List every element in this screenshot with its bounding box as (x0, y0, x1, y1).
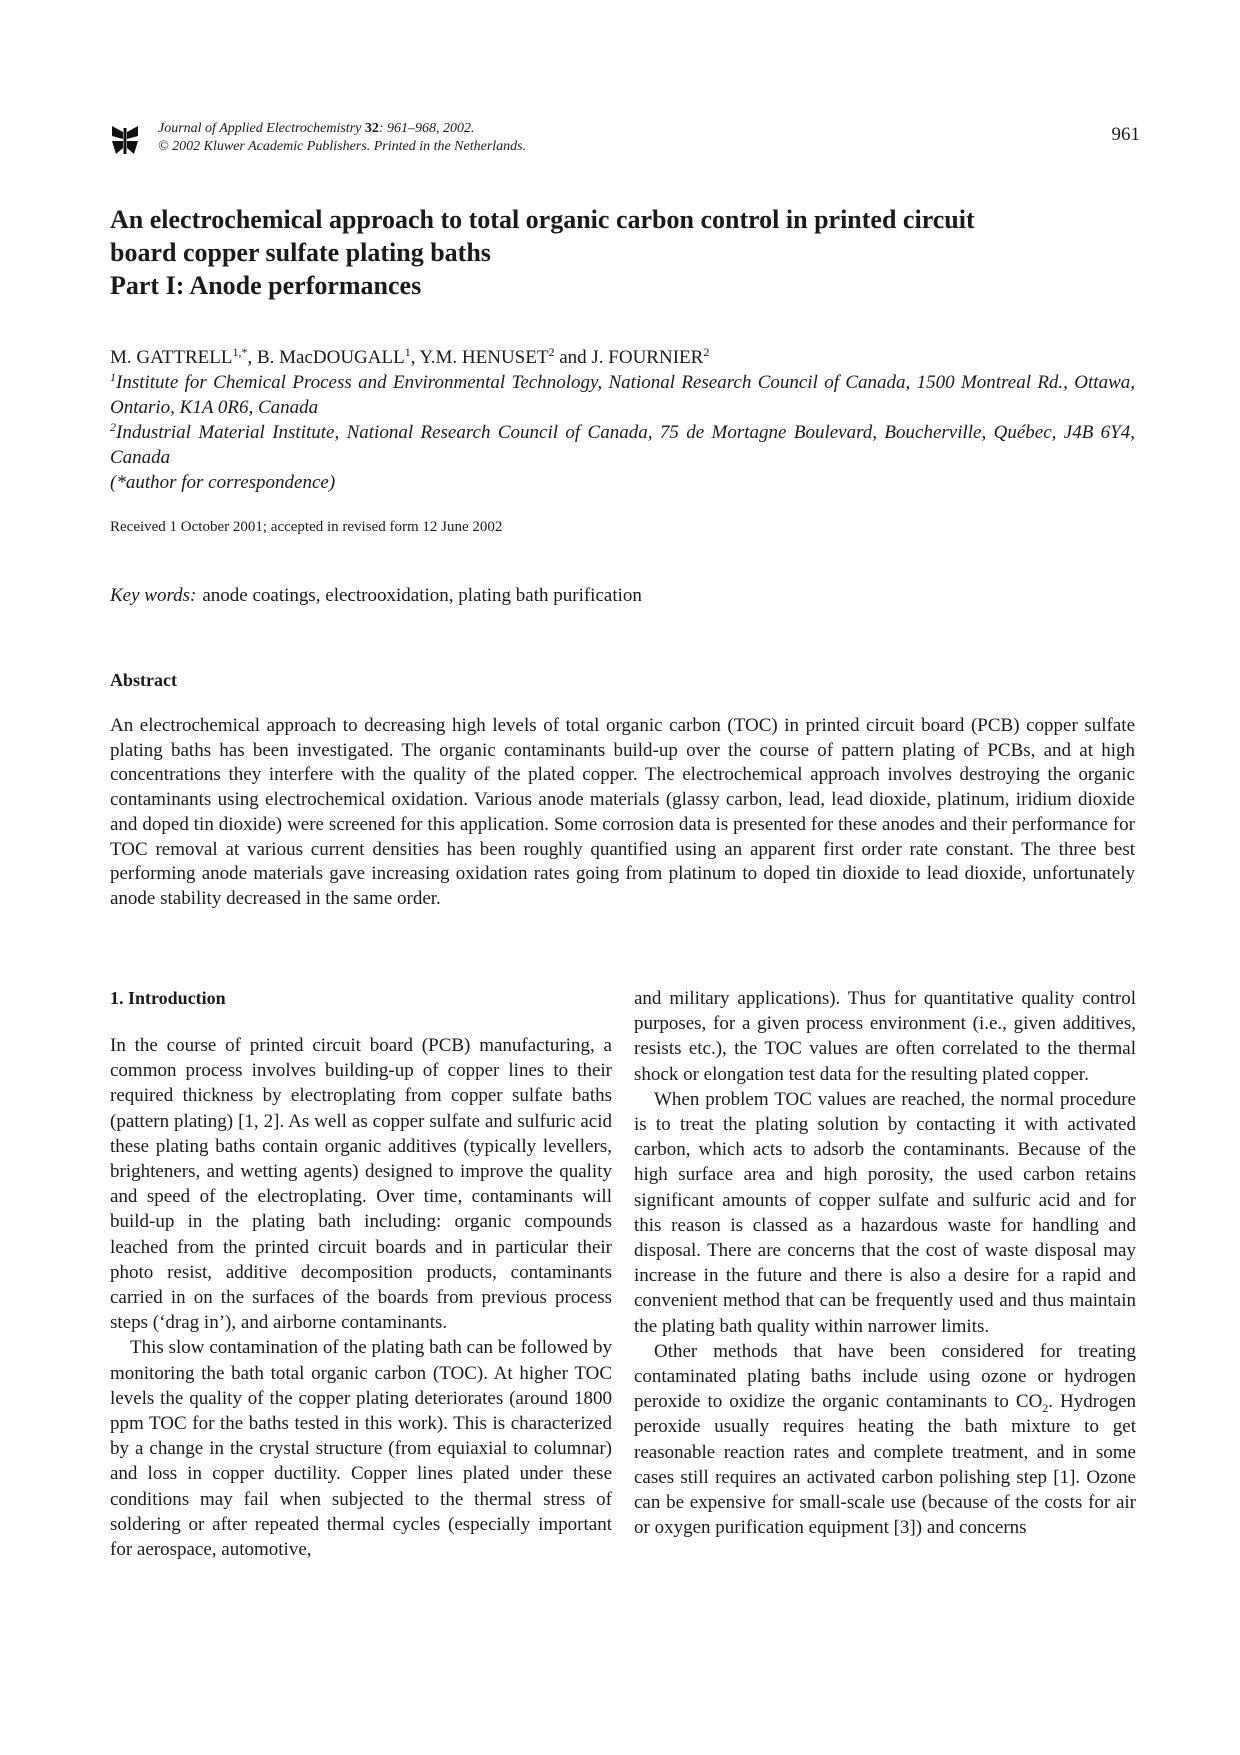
abstract-text: An electrochemical approach to decreasing high levels of total organic carbon (TOC) in printed circuit board (PCB) copper sulfate plating baths has been investigated. The organic contaminants build-up over the course of pattern plating of PCBs, and at high concentrations they interfere with the quality of the plated copper. The electrochemical approach involves destroying the organic contaminants using electrochemical oxidation. Various anode materials (glassy carbon, lead, lead dioxide, platinum, iridium dioxide and doped tin dioxide) were screened for this application. Some corrosion data is presented for these anodes and their performance for TOC removal at various current densities has been roughly quantified using an apparent first order rate constant. The three best performing anode materials gave increasing oxidation rates going from platinum to doped tin dioxide to lead dioxide, unfortunately anode stability decreased in the same order. (110, 715, 1135, 909)
affiliation-2 (110, 420, 1135, 470)
keywords (110, 585, 642, 607)
right-column (634, 986, 1136, 1540)
author-name: and J. FOURNIER (554, 347, 704, 368)
author-name: M. GATTRELL (110, 347, 233, 368)
title-line-2: board copper sulfate plating baths (110, 238, 491, 267)
paragraph: When problem TOC values are reached, the normal procedure is to treat the plating solution by contacting it with activated carbon, which acts to adsorb the contaminants. Because of the high surface area and high porosity, the used carbon retains significant amounts of copper sulfate and sulfuric acid and for this reason is classed as a hazardous waste for handling and disposal. There are concerns that the cost of waste disposal may increase in the future and there is also a desire for a rapid and convenient method that can be frequently used and thus maintain the plating bath quality within narrower limits. (634, 1088, 1136, 1337)
author-name: , B. MacDOUGALL (247, 347, 405, 368)
subscript: 2 (1042, 1401, 1049, 1416)
publisher-logo-icon (110, 124, 140, 156)
title-line-3: Part I: Anode performances (110, 271, 422, 300)
paragraph-text: Other methods that have been considered for treating contaminated plating baths include using ozone or hydrogen peroxide to oxidize the organic contaminants to CO (634, 1340, 1136, 1413)
copyright-line: © 2002 Kluwer Academic Publishers. Printed in the Netherlands. (158, 139, 527, 154)
journal-pages: : 961–968, 2002. (378, 121, 475, 136)
paragraph: In the course of printed circuit board (PCB) manufacturing, a common process involves building-up of copper lines to their required thickness by electroplating from copper sulfate baths (pattern plating) [1, 2]. As well as copper sulfate and sulfuric acid these plating baths contain organic additives (typically levellers, brighteners, and wetting agents) designed to improve the quality and speed of the electroplating. Over time, contaminants will build-up in the plating bath including: organic compounds leached from the printed circuit boards and in particular their photo resist, additive decomposition products, contaminants carried in on the surfaces of the boards from previous process steps (‘drag in’), and airborne contaminants. (110, 1035, 612, 1334)
keywords-text: anode coatings, electrooxidation, plating bath purification (202, 585, 642, 606)
journal-name: Journal of Applied Electrochemistry (158, 121, 362, 136)
author-affil-mark: 2 (703, 345, 710, 359)
title-line-1: An electrochemical approach to total organic carbon control in printed circuit (110, 205, 975, 234)
keywords-label: Key words: (110, 585, 197, 606)
left-column (110, 986, 612, 1562)
author-block (110, 345, 1135, 495)
author-list (110, 345, 1135, 370)
paragraph: and military applications). Thus for quantitative quality control purposes, for a given process environment (i.e., given additives, resists etc.), the TOC values are often correlated to the thermal shock or elongation test data for the resulting plated copper. (634, 988, 1136, 1085)
author-name: , Y.M. HENUSET (410, 347, 549, 368)
author-affil-mark: 2 (548, 345, 555, 359)
journal-header (110, 120, 1140, 160)
section-heading-introduction: 1. Introduction (110, 988, 226, 1008)
affiliation-text: Industrial Material Institute, National Research Council of Canada, 75 de Mortagne Boulevard, Boucherville, Québec, J4B 6Y4, Canada (110, 422, 1135, 468)
affiliation-text: Institute for Chemical Process and Environmental Technology, National Research Council of Canada, 1500 Montreal Rd., Ottawa, Ontario, K1A 0R6, Canada (110, 372, 1135, 418)
abstract-heading: Abstract (110, 670, 177, 690)
author-affil-mark: 1,* (232, 345, 248, 359)
paragraph: This slow contamination of the plating bath can be followed by monitoring the bath total organic carbon (TOC). At higher TOC levels the quality of the copper plating deteriorates (around 1800 ppm TOC for the baths tested in this work). This is characterized by a change in the crystal structure (from equiaxial to columnar) and loss in copper ductility. Copper lines plated under these conditions may fail when subjected to the thermal stress of soldering or after repeated thermal cycles (especially important for aerospace, automotive, (110, 1337, 612, 1561)
affiliation-mark: 1 (110, 370, 116, 384)
journal-citation (158, 120, 526, 156)
journal-volume: 32 (364, 121, 379, 136)
author-affil-mark: 1 (404, 345, 411, 359)
page-number: 961 (1111, 124, 1140, 145)
paragraph (634, 1339, 1136, 1541)
received-dates: Received 1 October 2001; accepted in revised form 12 June 2002 (110, 519, 503, 535)
affiliation-1 (110, 370, 1135, 420)
correspondence-note: (*author for correspondence) (110, 472, 336, 493)
paragraph-text: . Hydrogen peroxide usually requires heating the bath mixture to get reasonable reaction rates and complete treatment, and in some cases still requires an activated carbon polishing step [1]. Ozone can be expensive for small-scale use (because of the costs for air or oxygen purification equipment [3]) and concerns (634, 1391, 1136, 1539)
article-title (110, 203, 1130, 302)
affiliation-mark: 2 (110, 420, 116, 434)
